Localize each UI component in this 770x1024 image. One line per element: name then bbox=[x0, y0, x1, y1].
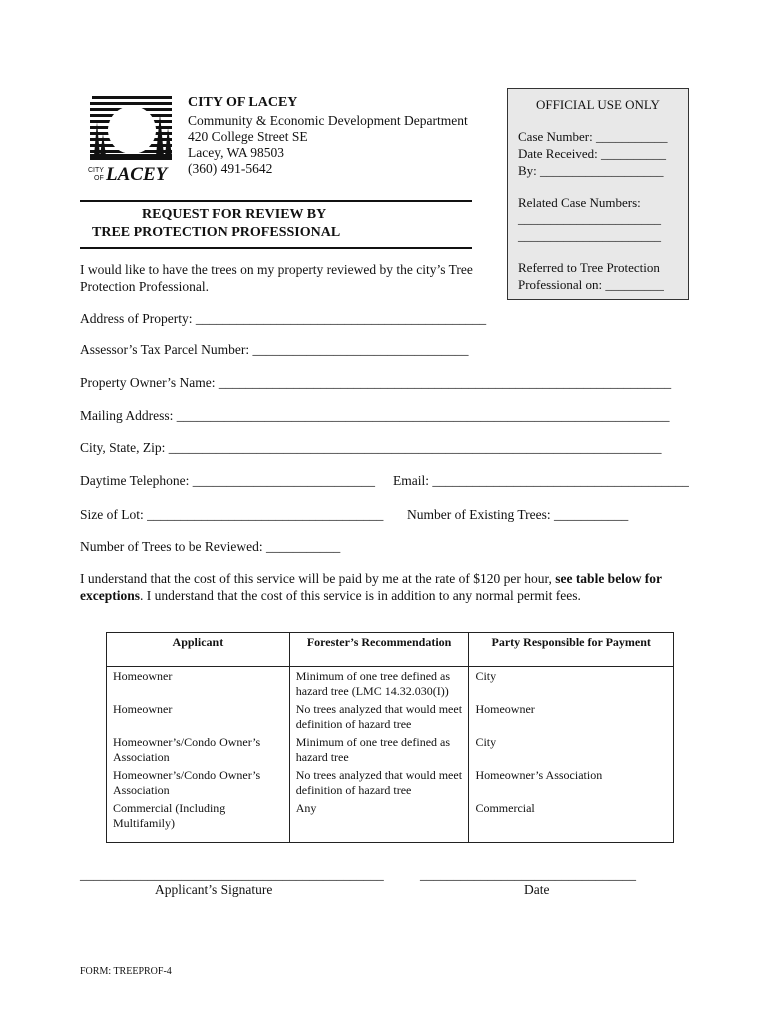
table-header-row bbox=[107, 633, 674, 667]
city-name: CITY OF LACEY bbox=[188, 95, 298, 110]
cost-text-bold: see table below for exceptions bbox=[80, 571, 662, 603]
official-use-title: OFFICIAL USE ONLY bbox=[536, 97, 660, 112]
title-line-2: TREE PROTECTION PROFESSIONAL bbox=[92, 225, 341, 240]
title-top-rule bbox=[80, 200, 472, 202]
table-cell: Homeowner’s/Condo Owner’s Association bbox=[107, 766, 290, 799]
referred-label: Referred to Tree Protection bbox=[518, 260, 660, 275]
table-cell: Minimum of one tree defined as hazard tree (LMC 14.32.030(I)) bbox=[289, 667, 469, 701]
table-cell: City bbox=[469, 667, 674, 701]
official-use-box bbox=[507, 88, 689, 300]
svg-text:OF: OF bbox=[94, 175, 104, 182]
table-header: Party Responsible for Payment bbox=[469, 633, 674, 667]
mailing-address-field[interactable]: Mailing Address: _________________________________________________________________________ bbox=[80, 408, 670, 423]
table-row bbox=[107, 799, 674, 843]
daytime-phone-field[interactable]: Daytime Telephone: ___________________________ bbox=[80, 473, 376, 488]
related-case-label: Related Case Numbers: bbox=[518, 195, 641, 210]
table-cell: Homeowner’s Association bbox=[469, 766, 674, 799]
city-state-zip-field[interactable]: City, State, Zip: _________________________________________________________________________ bbox=[80, 440, 662, 455]
date-signature-line[interactable]: ________________________________ bbox=[420, 867, 636, 882]
table-cell: City bbox=[469, 733, 674, 766]
applicant-signature-line[interactable]: _____________________________________________ bbox=[80, 867, 384, 882]
phone-number: (360) 491-5642 bbox=[188, 161, 273, 176]
table-row bbox=[107, 700, 674, 733]
table-header: Applicant bbox=[107, 633, 290, 667]
table-cell: Commercial bbox=[469, 799, 674, 843]
address-field[interactable]: Address of Property: ___________________________________________ bbox=[80, 311, 487, 326]
city-state-zip: Lacey, WA 98503 bbox=[188, 145, 284, 160]
cost-paragraph bbox=[80, 570, 692, 604]
intro-paragraph: I would like to have the trees on my property reviewed by the city’s Tree Protection Professional. bbox=[80, 262, 473, 294]
trees-reviewed-field[interactable]: Number of Trees to be Reviewed: ___________ bbox=[80, 539, 341, 554]
table-cell: Homeowner’s/Condo Owner’s Association bbox=[107, 733, 290, 766]
document-title bbox=[80, 206, 390, 242]
table-row bbox=[107, 667, 674, 701]
table-row bbox=[107, 733, 674, 766]
table-cell: Any bbox=[289, 799, 469, 843]
payment-responsibility-table bbox=[106, 632, 674, 843]
table-cell: Homeowner bbox=[107, 667, 290, 701]
applicant-signature-label: Applicant’s Signature bbox=[155, 882, 273, 897]
related-case-line: ______________________ bbox=[518, 228, 661, 243]
table-cell: Minimum of one tree defined as hazard tree bbox=[289, 733, 469, 766]
date-received-field: Date Received: __________ bbox=[518, 146, 667, 161]
cost-text-part2: . I understand that the cost of this service is in addition to any normal permit fees. bbox=[140, 588, 581, 603]
department-name: Community & Economic Development Department bbox=[188, 113, 468, 128]
owner-name-field[interactable]: Property Owner’s Name: ___________________________________________________________________ bbox=[80, 375, 672, 390]
table-header: Forester’s Recommendation bbox=[289, 633, 469, 667]
svg-text:LACEY: LACEY bbox=[106, 164, 168, 184]
date-label: Date bbox=[524, 882, 550, 897]
svg-text:CITY: CITY bbox=[88, 167, 104, 174]
related-case-line: ______________________ bbox=[518, 211, 661, 226]
header-address-block bbox=[188, 95, 468, 177]
tax-parcel-field[interactable]: Assessor’s Tax Parcel Number: ________________________________ bbox=[80, 342, 469, 357]
table-cell: No trees analyzed that would meet definition of hazard tree bbox=[289, 700, 469, 733]
title-bottom-rule bbox=[80, 247, 472, 249]
table-cell: No trees analyzed that would meet definition of hazard tree bbox=[289, 766, 469, 799]
table-cell: Homeowner bbox=[469, 700, 674, 733]
lot-size-field[interactable]: Size of Lot: ___________________________________ bbox=[80, 507, 384, 522]
by-field: By: ___________________ bbox=[518, 163, 664, 178]
street-address: 420 College Street SE bbox=[188, 129, 308, 144]
referred-date-field: Professional on: _________ bbox=[518, 277, 664, 292]
table-row bbox=[107, 766, 674, 799]
cost-text-part1: I understand that the cost of this service will be paid by me at the rate of $120 per hour, bbox=[80, 571, 556, 586]
title-line-1: REQUEST FOR REVIEW BY bbox=[142, 207, 327, 222]
case-number-field: Case Number: ___________ bbox=[518, 129, 668, 144]
existing-trees-field[interactable]: Number of Existing Trees: ___________ bbox=[407, 507, 629, 522]
city-of-lacey-logo bbox=[86, 92, 178, 184]
form-number: FORM: TREEPROF-4 bbox=[80, 966, 172, 977]
table-cell: Commercial (Including Multifamily) bbox=[107, 799, 290, 843]
table-cell: Homeowner bbox=[107, 700, 290, 733]
email-field[interactable]: Email: ______________________________________ bbox=[393, 473, 689, 488]
